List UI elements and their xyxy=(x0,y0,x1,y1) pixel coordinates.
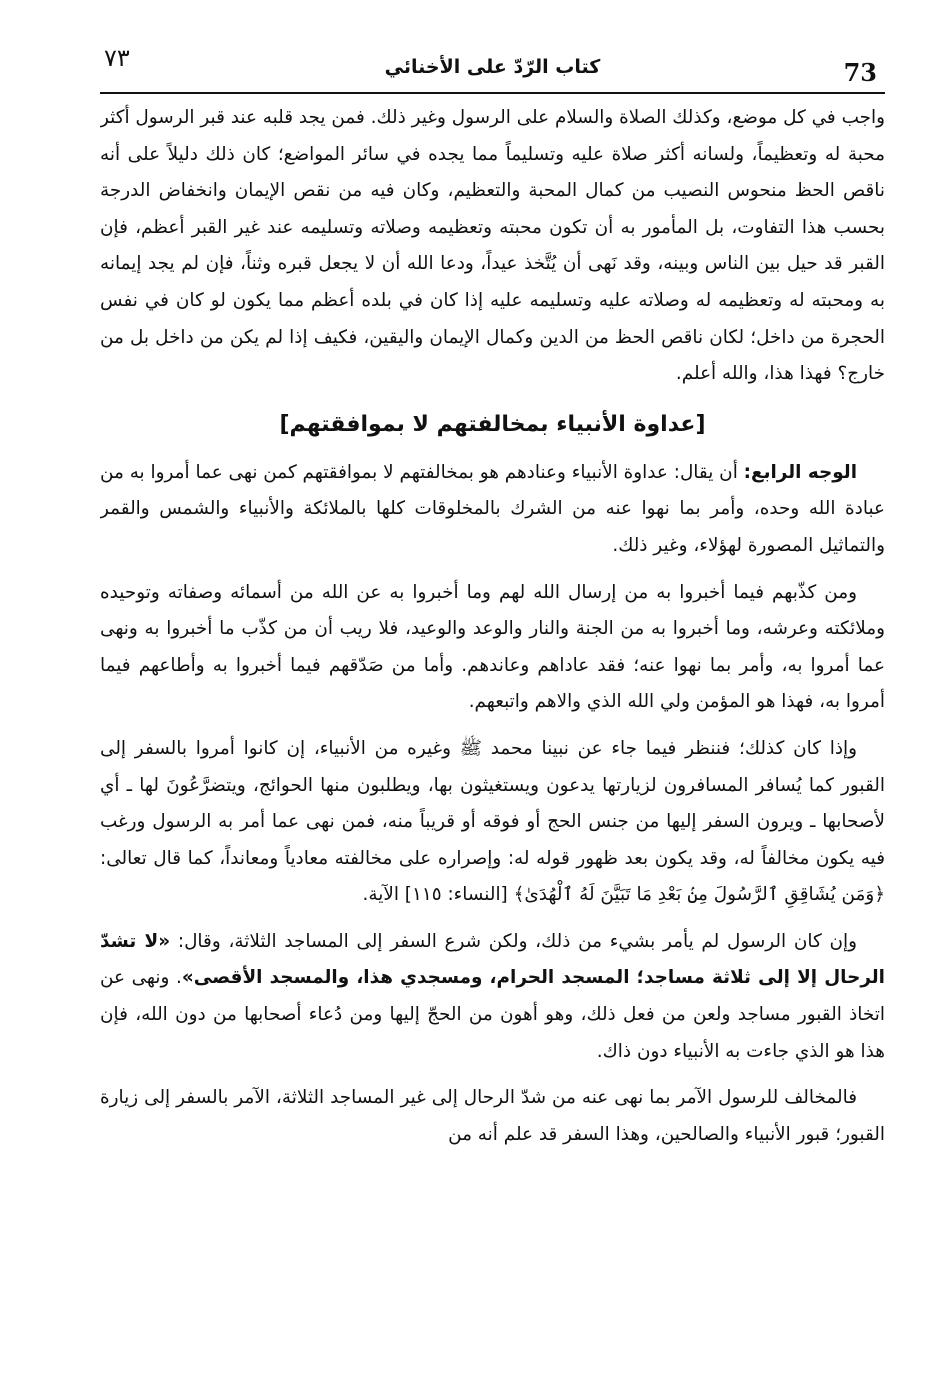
paragraph-4-text: وإذا كان كذلك؛ فننظر فيما جاء عن نبينا محمد ﷺ وغيره من الأنبياء، إن كانوا أمروا بالسفر إلى القبور كما يُسافر المسافرون لزيارتها يدعون ويستغيثون بها، ويطلبون منها الحوائج، ويتضرَّعُونَ لها ـ أي لأصحابها ـ ويرون السفر إليها من جنس الحج أو فوقه أو قريباً منه، فمن نهى عما أمر به الرسول ورغب فيه يكون مخالفاً له، وقد يكون بعد ظهور قوله له: وإصراره على مخالفته معادياً ومعانداً، كما قال تعالى: xyxy=(100,737,885,869)
page-header xyxy=(100,38,885,94)
paragraph-4 xyxy=(100,731,885,914)
page-number-arabic: ٧٣ xyxy=(104,44,130,72)
paragraph-2-text: أن يقال: عداوة الأنبياء وعنادهم هو بمخالفتهم لا بموافقتهم كمن نهى عما أمروا به من عبادة الله وحده، وأمر بما نهوا عنه من الشرك بالمخلوقات كلها بالملائكة والأنبياء والشمس والقمر والتماثيل المصورة لهؤلاء، وغير ذلك. xyxy=(100,461,885,556)
hadith-quote: «لا تشدّ الرحال إلا إلى ثلاثة مساجد؛ المسجد الحرام، ومسجدي هذا، والمسجد الأقصى» xyxy=(100,930,885,989)
paragraph-6: فالمخالف للرسول الآمر بما نهى عنه من شدّ الرحال إلى غير المساجد الثلاثة، الآمر بالسفر إلى زيارة القبور؛ قبور الأنبياء والصالحين، وهذا السفر قد علم أنه من xyxy=(100,1087,885,1145)
paragraph-5-text: وإن كان الرسول لم يأمر بشيء من ذلك، ولكن شرع السفر إلى المساجد الثلاثة، وقال: xyxy=(177,930,857,952)
header-rule xyxy=(100,92,885,94)
paragraph-2 xyxy=(100,455,885,565)
paragraph-5 xyxy=(100,924,885,1070)
fourth-aspect-label: الوجه الرابع: xyxy=(743,461,858,483)
page-number: 73 xyxy=(843,58,877,87)
quran-verse: ﴿وَمَن يُشَاقِقِ ٱلرَّسُولَ مِنۢ بَعْدِ مَا تَبَيَّنَ لَهُ ٱلْهُدَىٰ﴾ [النساء: ١١٥] الآية. xyxy=(362,884,885,906)
running-title: كتاب الرّدّ على الأخنائي xyxy=(384,56,601,78)
paragraph-1: واجب في كل موضع، وكذلك الصلاة والسلام على الرسول وغير ذلك. فمن يجد قلبه عند قبر الرسول أكثر محبة له وتعظيماً، ولسانه أكثر صلاة عليه وتسليماً مما يجده في سائر المواضع؛ كان ذلك دليلاً على أنه ناقص الحظ منحوس النصيب من كمال المحبة والتعظيم، وكان فيه من نقص الإيمان وانخفاض الدرجة بحسب هذا التفاوت، بل المأمور به أن تكون محبته وتعظيمه وصلاته وتسليمه عند غير القبر أعظم، فإن القبر قد حيل بين الناس وبينه، وقد نَهى أن يُتَّخذ عيداً، ودعا الله أن لا يجعل قبره وثناً، فإن لم يجد إيمانه به ومحبته له وتعظيمه له وصلاته عليه وتسليمه عليه إذا كان في بلده أعظم مما يكون لو كان في نفس الحجرة من داخل؛ لكان ناقص الحظ من الدين وكمال الإيمان واليقين، فكيف إذا لم يكن من داخل بل من خارج؟ فهذا هذا، والله أعلم. xyxy=(100,107,885,385)
paragraph-5-continuation: . ونهى عن اتخاذ القبور مساجد ولعن من فعل ذلك، وهو أهون من الحجّ إليها ومن دُعاء أصحابها من دون الله، فإن هذا هو الذي جاءت به الأنبياء دون ذاك. xyxy=(100,967,885,1062)
section-heading: [عداوة الأنبياء بمخالفتهم لا بموافقتهم] xyxy=(279,411,706,437)
page-body xyxy=(100,100,885,1358)
paragraph-3: ومن كذّبهم فيما أخبروا به من إرسال الله لهم وما أخبروا به عن الله من أسمائه وصفاته وتوحيده وملائكته وعرشه، وما أخبروا به من الجنة والنار والوعد والوعيد، فلا ريب أن من كذّب ما أخبروا به ونهى عما أمروا به، وأمر بما نهوا عنه؛ فقد عاداهم وعاندهم. وأما من صَدّقهم فيما أخبروا به وأطاعهم فيما أمروا به، فهذا هو المؤمن ولي الله الذي والاهم واتبعهم. xyxy=(100,581,885,713)
